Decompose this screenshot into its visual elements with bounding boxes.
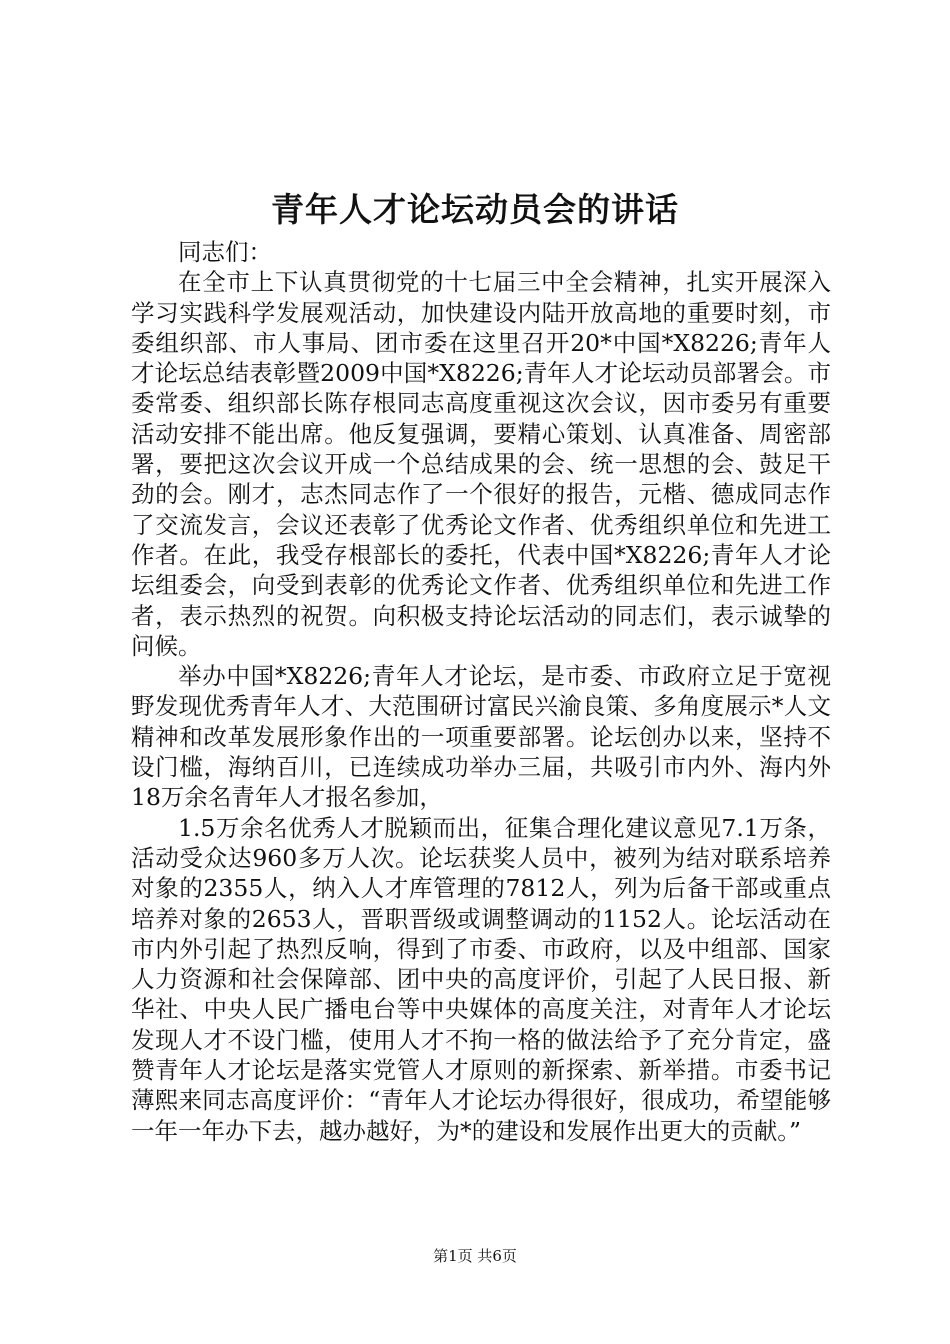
paragraph-2: 举办中国*X8226;青年人才论坛，是市委、市政府立足于宽视野发现优秀青年人才、大范围研讨富民兴渝良策、多角度展示*人文精神和改革发展形象作出的一项重要部署。论坛创办以来，坚持不设门槛，海纳百川，已连续成功举办三届，共吸引市内外、海内外18万余名青年人才报名参加， (131, 662, 831, 812)
document-body (131, 237, 831, 1146)
salutation: 同志们： (178, 238, 272, 266)
paragraph-1: 在全市上下认真贯彻党的十七届三中全会精神，扎实开展深入学习实践科学发展观活动，加快建设内陆开放高地的重要时刻，市委组织部、市人事局、团市委在这里召开20*中国*X8226;青年人才论坛总结表彰暨2009中国*X8226;青年人才论坛动员部署会。市委常委、组织部长陈存根同志高度重视这次会议，因市委另有重要活动安排不能出席。他反复强调，要精心策划、认真准备、周密部署，要把这次会议开成一个总结成果的会、统一思想的会、鼓足干劲的会。刚才，志杰同志作了一个很好的报告，元楷、德成同志作了交流发言，会议还表彰了优秀论文作者、优秀组织单位和先进工作者。在此，我受存根部长的委托，代表中国*X8226;青年人才论坛组委会，向受到表彰的优秀论文作者、优秀组织单位和先进工作者，表示热烈的祝贺。向积极支持论坛活动的同志们，表示诚挚的问候。 (131, 268, 831, 660)
page-number: 第1页 共6页 (433, 1247, 517, 1265)
page-footer (0, 1246, 950, 1266)
paragraph-3: 1.5万余名优秀人才脱颖而出，征集合理化建议意见7.1万条，活动受众达960多万人次。论坛获奖人员中，被列为结对联系培养对象的2355人，纳入人才库管理的7812人，列为后备干部或重点培养对象的2653人，晋职晋级或调整调动的1152人。论坛活动在市内外引起了热烈反响，得到了市委、市政府，以及中组部、国家人力资源和社会保障部、团中央的高度评价，引起了人民日报、新华社、中央人民广播电台等中央媒体的高度关注，对青年人才论坛发现人才不设门槛，使用人才不拘一格的做法给予了充分肯定，盛赞青年人才论坛是落实党管人才原则的新探索、新举措。市委书记薄熙来同志高度评价：“青年人才论坛办得很好，很成功，希望能够一年一年办下去，越办越好，为*的建设和发展作出更大的贡献。” (131, 813, 831, 1145)
document-title: 青年人才论坛动员会的讲话 (271, 190, 679, 229)
